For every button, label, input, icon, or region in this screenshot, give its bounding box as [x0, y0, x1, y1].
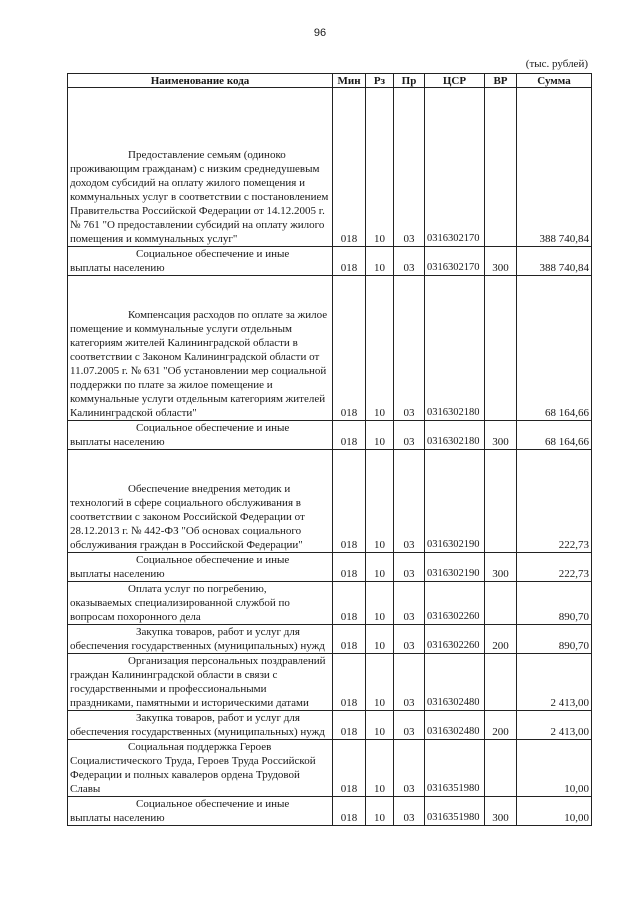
table-row: [68, 450, 592, 553]
table-row: [68, 797, 592, 826]
table-row: [68, 88, 592, 247]
header-pr: Пр: [394, 74, 425, 88]
row-csr: 0316302260: [425, 625, 485, 654]
row-min: 018: [333, 553, 366, 582]
table-row: [68, 654, 592, 711]
row-rz: 10: [366, 276, 394, 421]
row-pr: 03: [394, 247, 425, 276]
row-name-cell: [68, 625, 333, 654]
budget-table: [67, 73, 592, 826]
row-vr: [485, 654, 517, 711]
row-rz: 10: [366, 247, 394, 276]
page-number: 96: [313, 27, 327, 39]
row-name-cell: [68, 654, 333, 711]
row-pr: 03: [394, 88, 425, 247]
row-sum: 388 740,84: [517, 88, 592, 247]
row-min: 018: [333, 625, 366, 654]
row-name-cell: [68, 450, 333, 553]
row-min: 018: [333, 740, 366, 797]
row-vr: [485, 450, 517, 553]
row-min: 018: [333, 276, 366, 421]
row-rz: 10: [366, 553, 394, 582]
table-row: [68, 582, 592, 625]
row-name: Закупка товаров, работ и услуг для обеспечения государственных (муниципальных) нужд: [70, 712, 325, 738]
header-sum: Сумма: [517, 74, 592, 88]
row-pr: 03: [394, 740, 425, 797]
row-csr: 0316351980: [425, 797, 485, 826]
row-rz: 10: [366, 740, 394, 797]
row-vr: 200: [485, 711, 517, 740]
row-sum: 10,00: [517, 797, 592, 826]
row-rz: 10: [366, 88, 394, 247]
row-name: Социальное обеспечение и иные выплаты населению: [70, 422, 290, 448]
row-name: Обеспечение внедрения методик и технологий в сфере социального обслуживания в соответствии с законом Российской Федерации от 28.12.2013 г. № 442-ФЗ "Об основах социального обслуживания граждан в Российской Федерации": [70, 483, 305, 551]
row-rz: 10: [366, 450, 394, 553]
row-vr: [485, 276, 517, 421]
row-sum: 10,00: [517, 740, 592, 797]
row-rz: 10: [366, 711, 394, 740]
row-rz: 10: [366, 582, 394, 625]
table-header-row: [68, 74, 592, 88]
row-min: 018: [333, 582, 366, 625]
table-row: [68, 711, 592, 740]
row-name-cell: [68, 711, 333, 740]
header-vr: ВР: [485, 74, 517, 88]
row-pr: 03: [394, 797, 425, 826]
table-row: [68, 276, 592, 421]
row-vr: 300: [485, 247, 517, 276]
row-rz: 10: [366, 797, 394, 826]
row-min: 018: [333, 797, 366, 826]
row-name: Социальная поддержка Героев Социалистического Труда, Героев Труда Российской Федерации и полных кавалеров ордена Трудовой Славы: [70, 741, 316, 795]
row-sum: 2 413,00: [517, 654, 592, 711]
row-sum: 68 164,66: [517, 421, 592, 450]
row-pr: 03: [394, 654, 425, 711]
row-name: Компенсация расходов по оплате за жилое помещение и коммунальные услуги отдельным категориям жителей Калининградской области в соответствии с Законом Калининградской области от 11.07.2005 г. № 631 "Об установлении мер социальной поддержки по плате за жилое помещение и коммунальные услуги отдельным категориям жителей Калининградской области": [70, 309, 328, 419]
row-csr: 0316302170: [425, 247, 485, 276]
header-name: Наименование кода: [68, 74, 333, 88]
row-pr: 03: [394, 421, 425, 450]
row-pr: 03: [394, 625, 425, 654]
row-sum: 388 740,84: [517, 247, 592, 276]
row-sum: 222,73: [517, 553, 592, 582]
row-name-cell: [68, 797, 333, 826]
header-min: Мин: [333, 74, 366, 88]
table-row: [68, 247, 592, 276]
row-csr: 0316302170: [425, 88, 485, 247]
row-name: Организация персональных поздравлений граждан Калининградской области в связи с государственными и профессиональными праздниками, памятными и историческими датами: [70, 655, 326, 709]
row-min: 018: [333, 247, 366, 276]
row-sum: 2 413,00: [517, 711, 592, 740]
header-csr: ЦСР: [425, 74, 485, 88]
row-pr: 03: [394, 276, 425, 421]
row-csr: 0316302180: [425, 421, 485, 450]
row-min: 018: [333, 654, 366, 711]
row-vr: [485, 88, 517, 247]
row-name-cell: [68, 421, 333, 450]
row-vr: 300: [485, 553, 517, 582]
row-pr: 03: [394, 711, 425, 740]
table-row: [68, 553, 592, 582]
row-pr: 03: [394, 553, 425, 582]
table-row: [68, 625, 592, 654]
row-name: Социальное обеспечение и иные выплаты населению: [70, 248, 290, 274]
header-rz: Рз: [366, 74, 394, 88]
row-name: Оплата услуг по погребению, оказываемых специализированной службой по вопросам похоронного дела: [70, 583, 290, 623]
row-name-cell: [68, 247, 333, 276]
row-vr: [485, 582, 517, 625]
table-row: [68, 740, 592, 797]
row-name-cell: [68, 88, 333, 247]
row-sum: 222,73: [517, 450, 592, 553]
row-vr: [485, 740, 517, 797]
row-sum: 890,70: [517, 582, 592, 625]
units-label: (тыс. рублей): [525, 58, 588, 70]
row-rz: 10: [366, 421, 394, 450]
row-vr: 300: [485, 797, 517, 826]
row-name: Предоставление семьям (одиноко проживающим гражданам) с низким среднедушевым доходом субсидий на оплату жилого помещения и коммунальных услуг в соответствии с постановлением Правительства Российской Федерации от 14.12.2005 г. № 761 "О предоставлении субсидий на оплату жилого помещения и коммунальных услуг": [70, 149, 329, 245]
row-min: 018: [333, 450, 366, 553]
row-csr: 0316302190: [425, 450, 485, 553]
row-vr: 300: [485, 421, 517, 450]
row-csr: 0316302180: [425, 276, 485, 421]
row-vr: 200: [485, 625, 517, 654]
row-csr: 0316302260: [425, 582, 485, 625]
row-csr: 0316302190: [425, 553, 485, 582]
row-name: Социальное обеспечение и иные выплаты населению: [70, 798, 290, 824]
row-csr: 0316351980: [425, 740, 485, 797]
row-sum: 68 164,66: [517, 276, 592, 421]
row-csr: 0316302480: [425, 711, 485, 740]
row-name: Закупка товаров, работ и услуг для обеспечения государственных (муниципальных) нужд: [70, 626, 325, 652]
row-name-cell: [68, 740, 333, 797]
row-name-cell: [68, 276, 333, 421]
row-min: 018: [333, 711, 366, 740]
row-sum: 890,70: [517, 625, 592, 654]
row-pr: 03: [394, 582, 425, 625]
row-name-cell: [68, 553, 333, 582]
row-pr: 03: [394, 450, 425, 553]
row-name: Социальное обеспечение и иные выплаты населению: [70, 554, 290, 580]
row-min: 018: [333, 421, 366, 450]
table-row: [68, 421, 592, 450]
row-min: 018: [333, 88, 366, 247]
row-csr: 0316302480: [425, 654, 485, 711]
row-name-cell: [68, 582, 333, 625]
row-rz: 10: [366, 654, 394, 711]
row-rz: 10: [366, 625, 394, 654]
